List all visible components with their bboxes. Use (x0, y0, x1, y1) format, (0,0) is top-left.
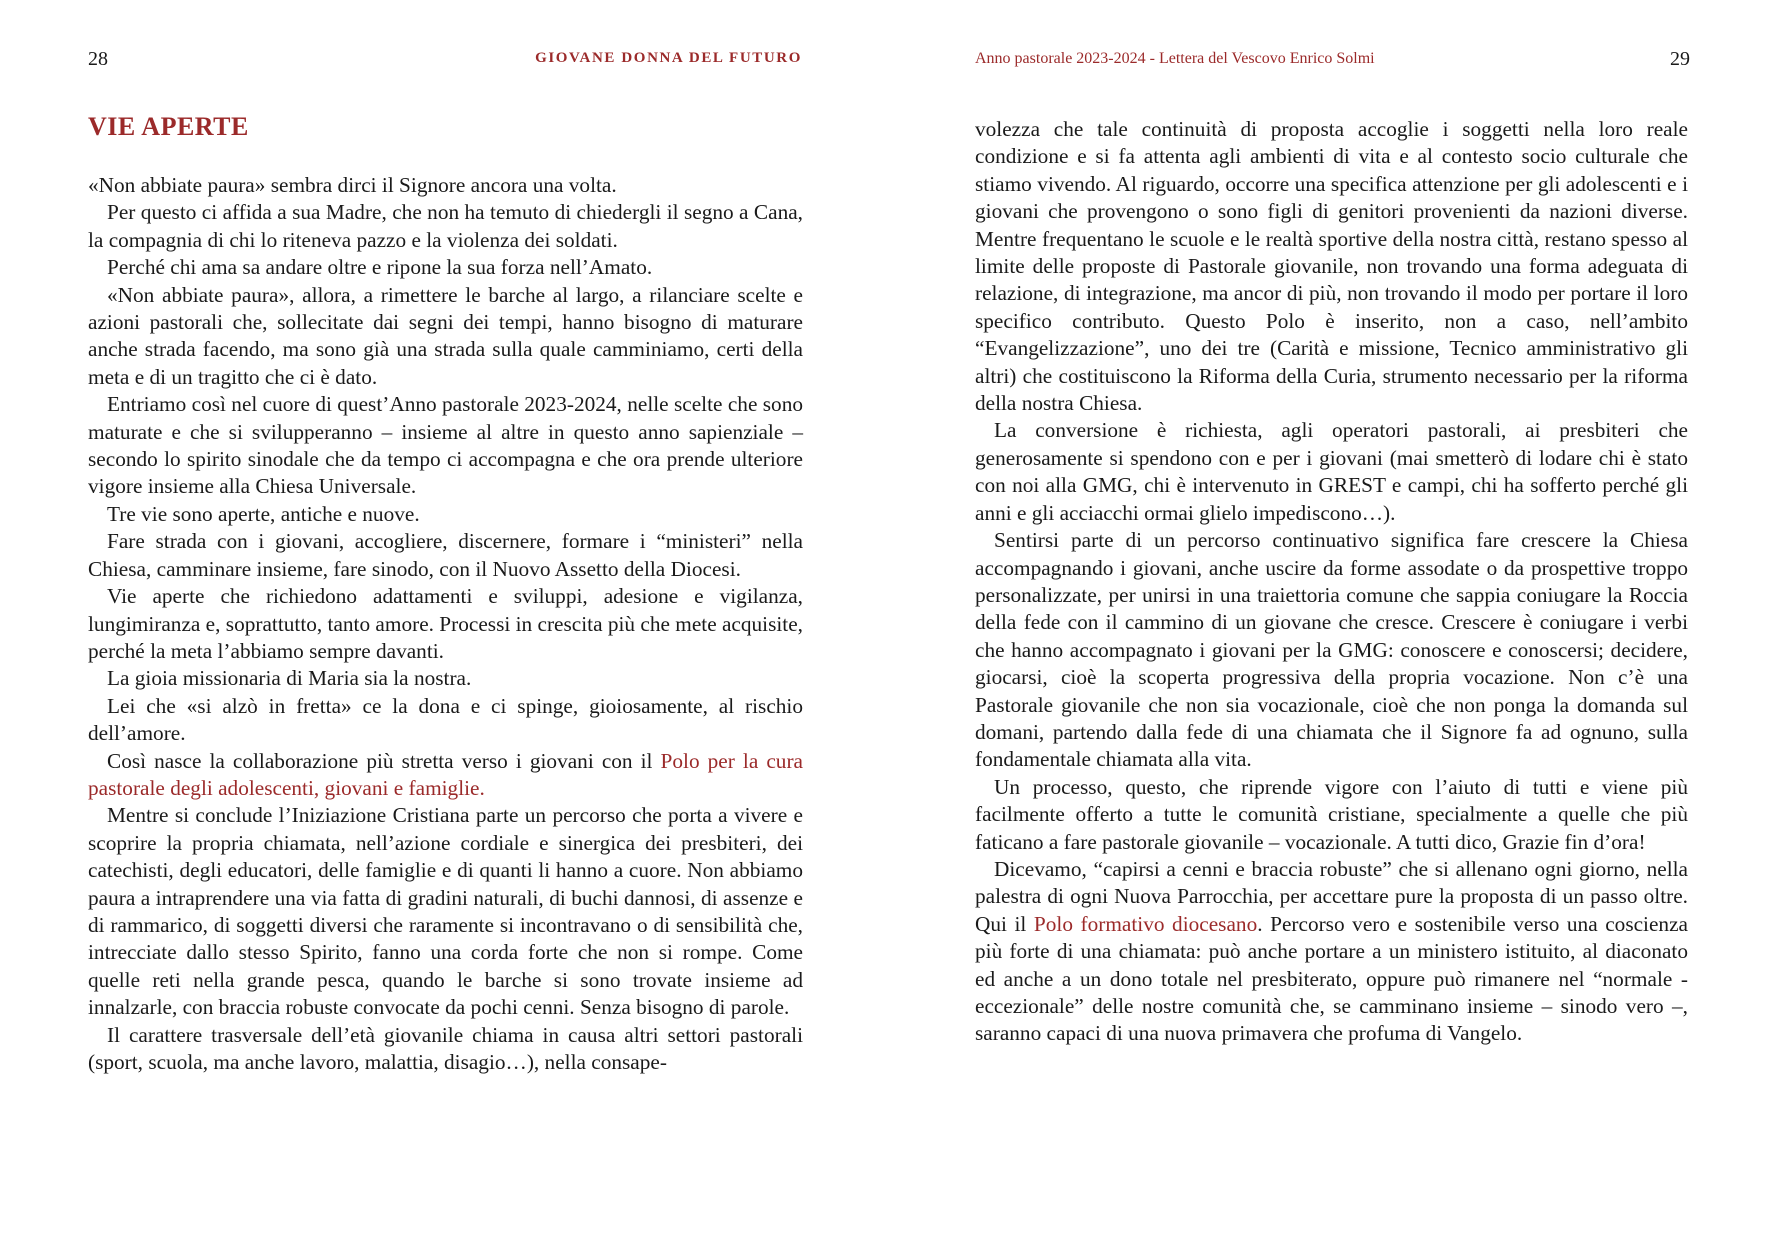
paragraph-text: Dicevamo, “capirsi a cenni e braccia robuste” che si allenano ogni giorno, nella palestra di ogni Nuova Parrocchia, per accettare pure la proposta di un passo oltre. Qui il (975, 856, 1688, 936)
paragraph (975, 856, 1688, 1048)
paragraph (88, 282, 803, 392)
running-head-left: GIOVANE DONNA DEL FUTURO (535, 50, 802, 66)
running-head-right: Anno pastorale 2023-2024 - Lettera del Vescovo Enrico Solmi (975, 50, 1375, 67)
paragraph-text: Vie aperte che richiedono adattamenti e sviluppi, adesione e vigilanza, lungimiranza e, soprattutto, tanto amore. Processi in crescita più che mete acquisite, perché la meta l’abbiamo sempre davanti. (88, 584, 803, 663)
paragraph (975, 417, 1688, 527)
paragraph-text: Mentre si conclude l’Iniziazione Cristiana parte un percorso che porta a vivere e scoprire la propria chiamata, nell’azione cordiale e sinergica dei presbiteri, dei catechisti, degli educatori, delle famiglie e di quanti li hanno a cuore. Non abbiamo paura a intraprendere una via fatta di gradini naturali, di buchi dannosi, di assenze e di rammarico, di soggetti diversi che raramente si incontravano o di sensibilità che, intrecciate dallo stesso Spirito, fanno una corda forte che non si rompe. Come quelle reti nella grande pesca, quando le barche si sono trovate insieme ad innalzarle, con braccia robuste convocate da pochi cenni. Senza bisogno di parole. (88, 803, 803, 1020)
paragraph-text: Perché chi ama sa andare oltre e ripone la sua forza nell’Amato. (107, 255, 653, 280)
paragraph-text: Fare strada con i giovani, accogliere, discernere, formare i “ministeri” nella Chiesa, camminare insieme, fare sinodo, con il Nuovo Assetto della Diocesi. (88, 529, 803, 581)
page-number-right: 29 (1670, 48, 1690, 70)
paragraph-text: Così nasce la collaborazione più stretta verso i giovani con il (107, 748, 661, 773)
paragraph (88, 172, 803, 199)
highlighted-phrase: Polo formativo diocesano (1033, 911, 1258, 936)
paragraph-text: Per questo ci affida a sua Madre, che non ha temuto di chiedergli il segno a Cana, la compagnia di chi lo riteneva pazzo e la violenza dei soldati. (88, 200, 803, 252)
paragraph-text: . Percorso vero e sostenibile verso una coscienza più forte di una chiamata: può anche portare a un ministero istituito, al diaconato ed anche a un dono totale nel presbiterato, oppure può rimanere nel “normale - eccezionale” delle nostre comunità che, se camminano insieme – sinodo vero –, saranno capaci di una nuova primavera che profuma di Vangelo. (975, 911, 1688, 1046)
paragraph (975, 116, 1688, 417)
paragraph (88, 693, 803, 748)
paragraph-text: Tre vie sono aperte, antiche e nuove. (107, 501, 420, 526)
paragraph-text: Entriamo così nel cuore di quest’Anno pastorale 2023-2024, nelle scelte che sono maturate e che si svilupperanno – insieme al altre in questo anno sapienziale – secondo lo spirito sinodale che da tempo ci accompagna e che ora prende ulteriore vigore insieme alla Chiesa Universale. (88, 392, 803, 499)
paragraph (88, 501, 803, 528)
paragraph (88, 665, 803, 692)
highlighted-phrase: Polo per la cura pastorale degli adolescenti, giovani e famiglie. (88, 748, 803, 800)
paragraph-text: La conversione è richiesta, agli operatori pastorali, ai presbiteri che generosamente si spendono con e per i giovani (mai smetterò di lodare chi è stato con noi alla GMG, chi è intervenuto in GREST e campi, chi ha sofferto perché gli anni e gli acciacchi ormai glielo impediscono…). (975, 418, 1688, 525)
right-body-text (975, 116, 1688, 1048)
paragraph (975, 774, 1688, 856)
page-number-left: 28 (88, 48, 108, 70)
paragraph-text: «Non abbiate paura» sembra dirci il Signore ancora una volta. (88, 173, 617, 197)
paragraph (88, 583, 803, 665)
paragraph (88, 1022, 803, 1077)
paragraph-text: volezza che tale continuità di proposta accoglie i soggetti nella loro reale condizione e si fa attenta agli ambienti di vita e al contesto socio culturale che stiamo vivendo. Al riguardo, occorre una specifica attenzione per gli adolescenti e i giovani che provengono o sono figli di genitori provenienti da nazioni diverse. Mentre frequentano le scuole e le realtà sportive della nostra città, restano spesso al limite delle proposte di Pastorale giovanile, non trovando una forma adeguata di relazione, di integrazione, ma ancor di più, non trovando il modo per portare il loro specifico contributo. Questo Polo è inserito, non a caso, nell’ambito “Evangelizzazione”, uno dei tre (Carità e missione, Tecnico amministrativo gli altri) che costituiscono la Riforma della Curia, strumento necessario per la riforma della nostra Chiesa. (975, 117, 1688, 416)
paragraph (88, 748, 803, 803)
paragraph (88, 802, 803, 1021)
paragraph-text: Il carattere trasversale dell’età giovanile chiama in causa altri settori pastorali (sport, scuola, ma anche lavoro, malattia, disagio…), nella consape- (88, 1022, 803, 1074)
paragraph-text: La gioia missionaria di Maria sia la nostra. (107, 666, 472, 691)
left-body-text (88, 172, 803, 1076)
right-page (886, 0, 1772, 1240)
paragraph (88, 199, 803, 254)
paragraph-text: Sentirsi parte di un percorso continuativo significa fare crescere la Chiesa accompagnando i giovani, anche uscire da forme assodate o da prospettive troppo personalizzate, per unirsi in una traiettoria comune che sappia coniugare la Roccia della fede con il cammino di un giovane che cresce. Crescere è coniugare i verbi che hanno accompagnato i giovani per la GMG: conoscere e conoscersi; decidere, giocarsi, cioè la scoperta progressiva della propria vocazione. Non c’è una Pastorale giovanile che non sia vocazionale, cioè che non ponga la domanda sul domani, partendo dalla fede di una chiamata che il Signore fa ad ognuno, sulla fondamentale chiamata alla vita. (975, 528, 1688, 772)
paragraph-text: Lei che «si alzò in fretta» ce la dona e ci spinge, gioiosamente, al rischio dell’amore. (88, 693, 803, 746)
paragraph (88, 528, 803, 583)
section-title: VIE APERTE (88, 112, 249, 141)
paragraph-text: Un processo, questo, che riprende vigore con l’aiuto di tutti e viene più facilmente offerto a tutte le comunità cristiane, specialmente a quelle che più faticano a fare pastorale giovanile – vocazionale. A tutti dico, Grazie fin d’ora! (975, 774, 1688, 854)
paragraph (88, 391, 803, 501)
paragraph-text: «Non abbiate paura», allora, a rimettere le barche al largo, a rilanciare scelte e azioni pastorali che, sollecitate dai segni dei tempi, hanno bisogno di maturare anche strada facendo, ma sono già una strada sulla quale camminiamo, certi della meta e di un tragitto che ci è dato. (88, 282, 803, 389)
paragraph (88, 254, 803, 281)
paragraph (975, 527, 1688, 774)
